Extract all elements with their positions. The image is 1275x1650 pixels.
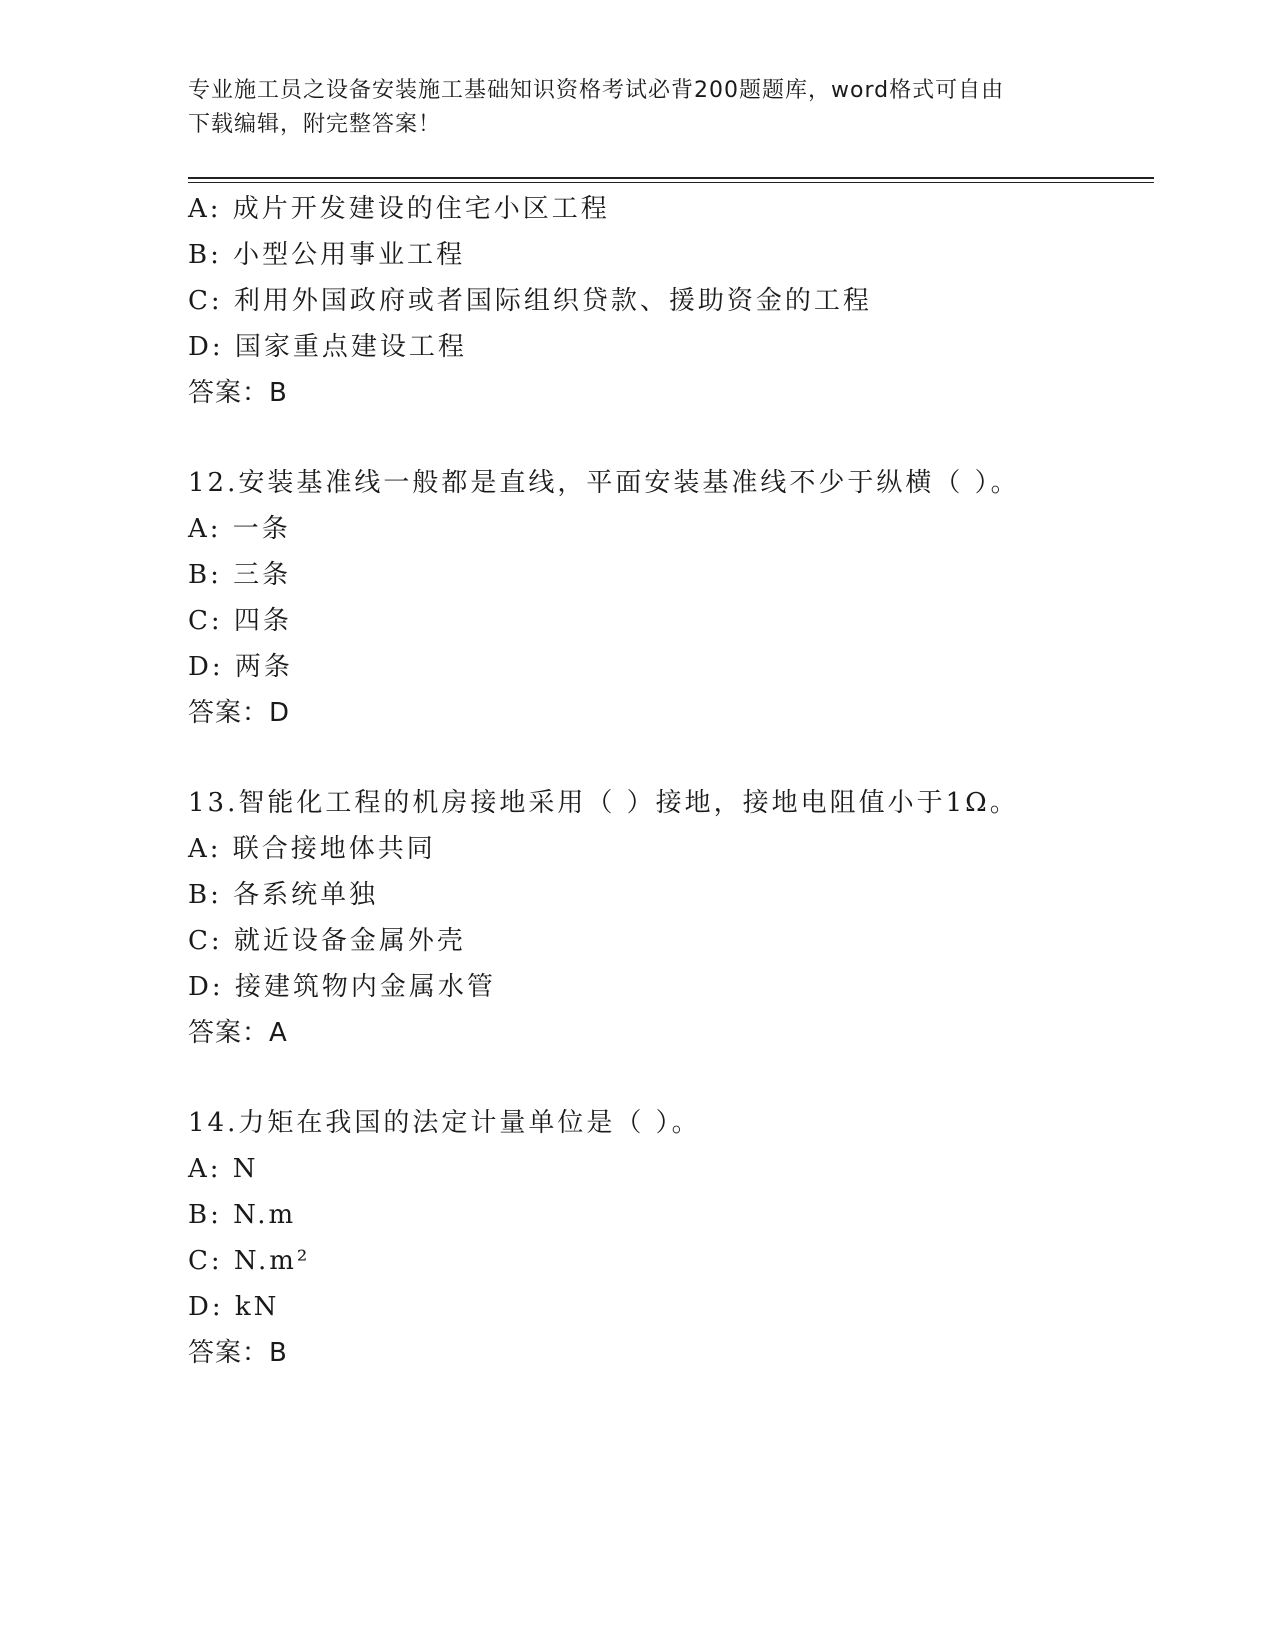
question-stem: 13.智能化工程的机房接地采用（ ）接地，接地电阻值小于1Ω。: [188, 788, 1019, 818]
document-header: [188, 74, 1068, 142]
question-stem: 12.安装基准线一般都是直线，平面安装基准线不少于纵横（ ）。: [188, 468, 1020, 498]
header-title-line-1: 专业施工员之设备安装施工基础知识资格考试必背200题题库，word格式可自由: [188, 78, 1005, 103]
answer: 答案：B: [188, 378, 288, 408]
question-13: [188, 780, 1148, 1056]
question-list: [188, 186, 1148, 1376]
answer: 答案：A: [188, 1018, 288, 1048]
spacer: [188, 1056, 1148, 1100]
spacer: [188, 736, 1148, 780]
option-a: A: N: [188, 1154, 259, 1184]
option-b: B: N.m: [188, 1200, 297, 1230]
question-14: [188, 1100, 1148, 1376]
answer: 答案：B: [188, 1338, 288, 1368]
option-a: A: 联合接地体共同: [188, 834, 436, 864]
question-stem: 14.力矩在我国的法定计量单位是（ ）。: [188, 1108, 701, 1138]
answer: 答案：D: [188, 698, 291, 728]
option-c: C: N.m²: [188, 1246, 311, 1276]
question-12: [188, 460, 1148, 736]
option-c: C: 利用外国政府或者国际组织贷款、援助资金的工程: [188, 286, 872, 316]
option-b: B: 小型公用事业工程: [188, 240, 466, 270]
header-title-line-2: 下载编辑，附完整答案！: [188, 112, 442, 137]
header-divider: [188, 177, 1154, 183]
option-a: A: 一条: [188, 514, 291, 544]
option-d: D: 两条: [188, 652, 293, 682]
option-a: A: 成片开发建设的住宅小区工程: [188, 194, 610, 224]
option-c: C: 四条: [188, 606, 292, 636]
option-c: C: 就近设备金属外壳: [188, 926, 466, 956]
option-d: D: 国家重点建设工程: [188, 332, 467, 362]
question-11-continued: [188, 186, 1148, 416]
option-d: D: 接建筑物内金属水管: [188, 972, 496, 1002]
option-b: B: 各系统单独: [188, 880, 379, 910]
option-d: D: kN: [188, 1292, 280, 1322]
option-b: B: 三条: [188, 560, 292, 590]
spacer: [188, 416, 1148, 460]
